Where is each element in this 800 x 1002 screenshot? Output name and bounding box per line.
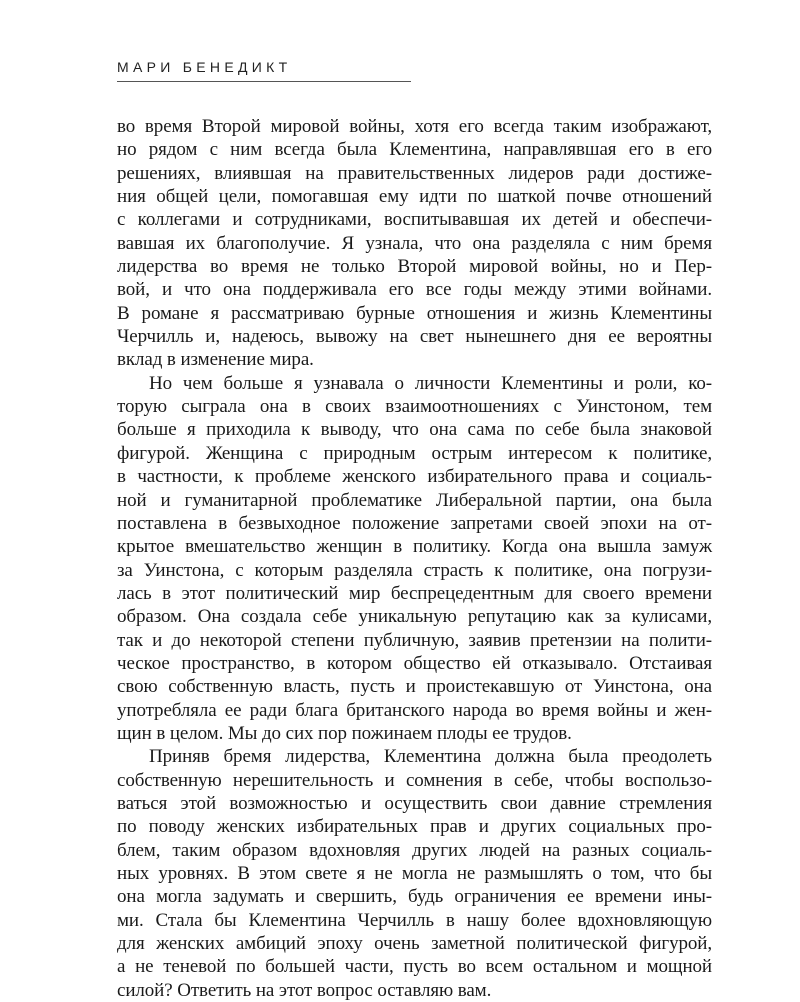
text-line: по поводу женских избирательных прав и других социальных про- [117, 816, 712, 838]
text-line: во время Второй мировой войны, хотя его всегда таким изображают, [117, 116, 712, 137]
text-line: свою собственную власть, пусть и проистекавшую от Уинстона, она [117, 676, 712, 698]
text-line: а не теневой по большей части, пусть во всем остальном и мощной [117, 956, 712, 978]
text-line: Приняв бремя лидерства, Клементина должна была преодолеть [149, 746, 712, 768]
text-line: ной и гуманитарной проблематике Либеральной партии, она была [117, 489, 712, 511]
text-line: В романе я рассматриваю бурные отношения и жизнь Клементины [117, 302, 712, 324]
text-line: решениях, влиявшая на правительственных лидеров ради достиже- [117, 162, 712, 184]
paragraph [117, 745, 712, 1002]
text-line: за Уинстона, с которым разделяла страсть к политике, она погрузи- [117, 559, 712, 581]
header-author: МАРИ БЕНЕДИКТ [117, 59, 292, 75]
text-line: крытое вмешательство женщин в политику. Когда она вышла замуж [117, 536, 712, 558]
text-line: но рядом с ним всегда была Клементина, направлявшая его в его [117, 139, 712, 161]
text-line: собственную нерешительность и сомнения в себе, чтобы воспользо- [117, 769, 712, 791]
text-line: ния общей цели, помогавшая ему идти по шаткой почве отношений [117, 186, 712, 208]
text-line: ваться этой возможностью и осуществить свои давние стремления [117, 792, 712, 814]
text-line: с коллегами и сотрудниками, воспитывавшая их детей и обеспечи- [117, 209, 712, 231]
body-text [117, 115, 712, 1002]
text-line: ми. Стала бы Клементина Черчилль в нашу более вдохновляющую [117, 909, 712, 931]
text-line: торую сыграла она в своих взаимоотношениях с Уинстоном, тем [117, 396, 712, 418]
text-line: так и до некоторой степени публичную, заявив претензии на полити- [117, 629, 712, 651]
text-line: блем, таким образом вдохновляя других людей на разных социаль- [117, 839, 712, 861]
text-line: она могла задумать и свершить, будь ограничения ее времени ины- [117, 886, 712, 908]
text-line: Черчилль и, надеюсь, вывожу на свет нынешнего дня ее вероятны [117, 326, 712, 348]
text-line: вклад в изменение мира. [117, 349, 314, 371]
text-line: поставлена в безвыходное положение запретами своей эпохи на от- [117, 512, 712, 534]
text-line: силой? Ответить на этот вопрос оставляю вам. [117, 979, 492, 1001]
text-line: ных уровнях. В этом свете я не могла не размышлять о том, что бы [117, 863, 712, 884]
paragraph [117, 115, 712, 372]
text-line: щин в целом. Мы до сих пор пожинаем плоды ее трудов. [117, 722, 572, 744]
text-line: вавшая их благополучие. Я узнала, что она разделяла с ним бремя [117, 232, 712, 254]
text-line: вой, и что она поддерживала его все годы между этими войнами. [117, 279, 712, 301]
text-line: в частности, к проблеме женского избирательного права и социаль- [117, 466, 712, 488]
text-line: образом. Она создала себе уникальную репутацию как за кулисами, [117, 606, 712, 628]
text-line: больше я приходила к выводу, что она сама по себе была знаковой [117, 419, 712, 441]
header-rule [117, 81, 411, 82]
text-line: ческое пространство, в котором общество ей отказывало. Отстаивая [117, 652, 712, 674]
running-header [117, 58, 411, 82]
text-line: употребляла ее ради блага британского народа во время войны и жен- [117, 699, 712, 721]
text-line: фигурой. Женщина с природным острым интересом к политике, [117, 442, 712, 464]
text-line: лидерства во время не только Второй мировой войны, но и Пер- [117, 256, 712, 278]
text-line: для женских амбиций эпоху очень заметной политической фигурой, [117, 933, 712, 955]
text-line: лась в этот политический мир беспрецедентным для своего времени [117, 582, 712, 604]
paragraph [117, 372, 712, 746]
text-line: Но чем больше я узнавала о личности Клементины и роли, ко- [149, 372, 712, 394]
